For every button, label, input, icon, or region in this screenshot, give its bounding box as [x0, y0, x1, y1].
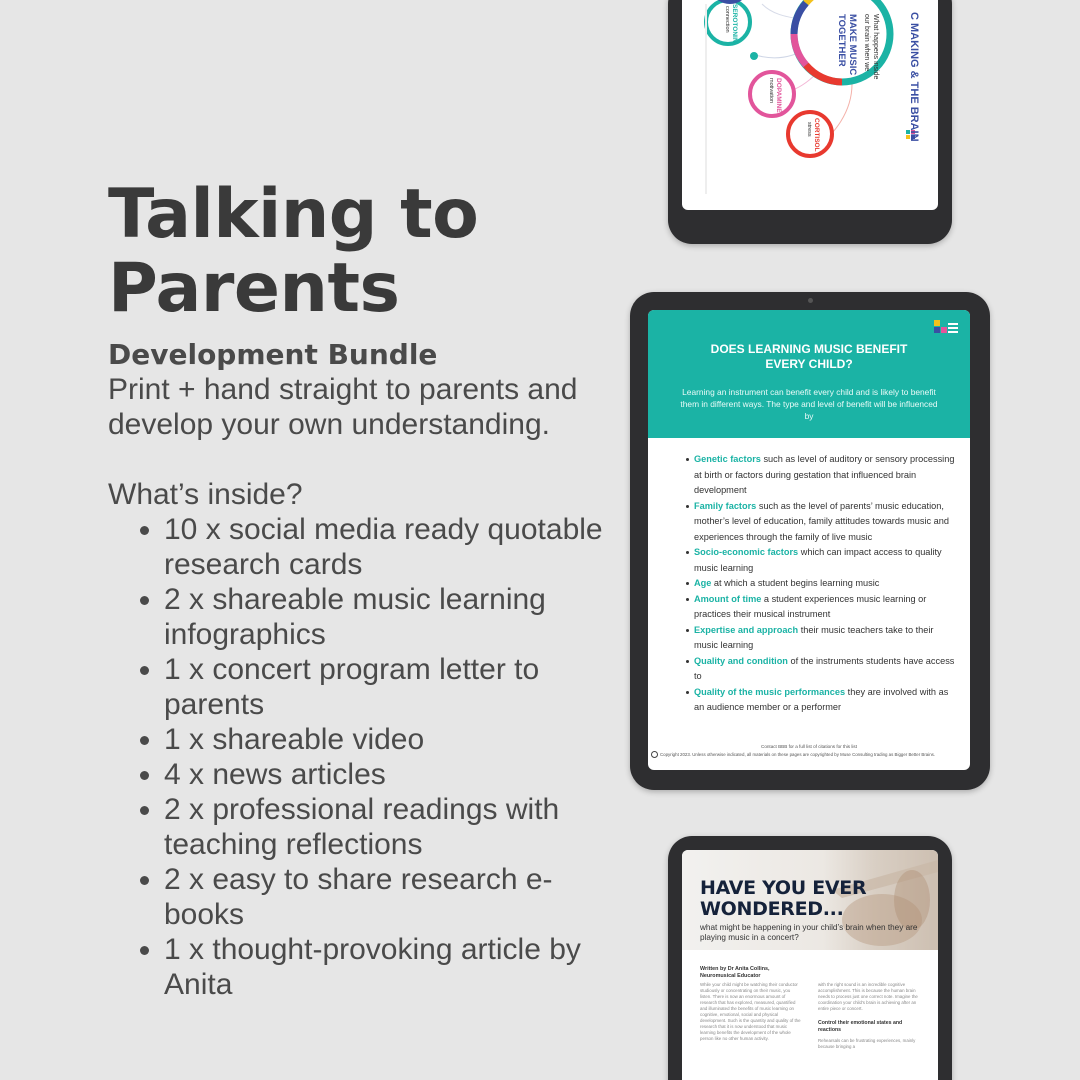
list-item: 10 x social media ready quotable research cards	[140, 512, 630, 582]
list-item	[686, 592, 958, 623]
factor-highlight: Quality of the music performances	[694, 686, 846, 697]
factor-highlight: Genetic factors	[694, 454, 761, 464]
cortisol-sub: stress	[806, 122, 812, 137]
bundle-subtitle: Development Bundle	[108, 338, 438, 371]
sheet-title-line-1: DOES LEARNING MUSIC BENEFIT	[710, 342, 908, 356]
article-title-line-2: WONDERED...	[700, 898, 844, 920]
factor-text: their music teachers take to their music learning	[694, 624, 934, 650]
list-item: 2 x shareable music learning infographics	[140, 582, 630, 652]
dopamine-label: DOPAMINE	[775, 78, 782, 113]
list-item	[686, 452, 958, 499]
article-column-left: While your child might be watching their conductor studiously or concentrating on their music, you listen. There is now an enormous amount of research that has explored, measured, quantified and illuminated the benefits of music learning on cognitive, emotional, social and physical development. Such is the quantity and quality of the research that it is now understood that music learning benefits the development of the whole person like no other human activity.	[700, 982, 801, 1041]
list-item	[686, 545, 958, 576]
copyright-icon	[651, 751, 658, 758]
factor-text: at which a student begins learning music	[711, 578, 880, 588]
factor-highlight: Family factors	[694, 500, 757, 511]
copyright-note: Copyright 2023. Unless otherwise indicated, all materials on these pages are copyrighted by Muse Consulting trading as Bigger Better Brains.	[660, 752, 936, 757]
page-title	[108, 175, 648, 328]
sheet-intro: Learning an instrument can benefit every child and is likely to benefit them in different ways. The type and level of benefit will be influenced by	[680, 387, 938, 421]
sheet-title	[648, 342, 970, 372]
citation-note: Contact BBB for a full list of citations for this list	[761, 744, 857, 749]
article-subtitle: what might be happening in your child’s brain when they are playing music in a concert?	[700, 923, 918, 942]
list-item	[686, 685, 958, 716]
factor-text: such as the level of parents’ music education, mother’s level of education, family attitudes towards music and experiences through the family of live music	[694, 500, 949, 542]
article-title	[700, 878, 866, 920]
article-title-line-1: HAVE YOU EVER	[700, 877, 867, 899]
serotonin-sub: connection	[724, 6, 730, 33]
article-author	[700, 966, 769, 980]
list-item: 1 x shareable video	[140, 722, 630, 757]
brand-logo-icon	[934, 320, 958, 338]
list-item	[686, 623, 958, 654]
whats-inside-label: What’s inside?	[108, 478, 303, 511]
bundle-description: Print + hand straight to parents and develop your own understanding.	[108, 373, 578, 441]
list-item: 2 x professional readings with teaching reflections	[140, 792, 630, 862]
list-item	[686, 654, 958, 685]
tablet-benefit-sheet	[630, 292, 990, 790]
factor-text: such as level of auditory or sensory processing at birth or factors during gestation that influenced brain development	[694, 454, 955, 495]
factor-highlight: Expertise and approach	[694, 624, 799, 635]
benefit-screen	[648, 310, 970, 770]
factor-highlight: Quality and condition	[694, 655, 788, 666]
factors-list	[686, 452, 958, 716]
camera-dot	[808, 298, 813, 303]
tablet-article	[668, 836, 952, 1080]
factor-text: a student experiences music learning or practices their musical instrument	[694, 593, 927, 619]
contents-list	[140, 512, 648, 1002]
cortisol-label: CORTISOL	[813, 118, 820, 152]
article-screen	[682, 850, 938, 1080]
sheet-title-line-2: EVERY CHILD?	[765, 357, 853, 371]
author-line-1: Written by Dr Anita Collins,	[700, 966, 770, 972]
factor-highlight: Age	[694, 578, 712, 588]
article-column-right	[818, 982, 920, 1050]
list-item	[686, 499, 958, 546]
factor-highlight: Socio-economic factors	[694, 547, 799, 557]
list-item: 1 x concert program letter to parents	[140, 652, 630, 722]
list-item: 2 x easy to share research e-books	[140, 862, 630, 932]
factor-text: which can impact access to quality music learning	[694, 547, 942, 573]
infographic-title: C MAKING & THE BRAIN	[908, 12, 920, 142]
brain-infographic	[682, 0, 938, 210]
serotonin-label: SEROTONIN	[731, 4, 738, 43]
title-line-2: Parents	[108, 249, 400, 328]
article-column-right-heading: Control their emotional states and reactions	[818, 1020, 903, 1033]
article-column-right-after: Rehearsals can be frustrating experiences, mainly because bringing a	[818, 1038, 916, 1049]
promo-text-column	[108, 175, 648, 1002]
list-item	[686, 576, 958, 592]
article-column-right-text: with the right sound is an incredible cognitive accomplishment. This is because the human brain needs to process just one correct note. Imagine the coordination your child's brain is achieving after an entire piece or concert.	[818, 982, 918, 1011]
infographic-center-small: What happens inside our brain when we	[863, 14, 879, 80]
infographic-center-big: MAKE MUSIC TOGETHER	[836, 14, 858, 76]
factor-text: they are involved with as an audience member or a performer	[694, 686, 949, 712]
title-line-1: Talking to	[108, 175, 479, 254]
factor-text: of the instruments students have access to	[694, 655, 955, 681]
dopamine-sub: motivation	[768, 78, 774, 104]
tablet-infographic	[668, 0, 952, 244]
author-line-2: Neuromusical Educator	[700, 973, 761, 979]
factor-highlight: Amount of time	[694, 593, 762, 604]
infographic-screen	[682, 0, 938, 210]
list-item: 1 x thought-provoking article by Anita	[140, 932, 630, 1002]
list-item: 4 x news articles	[140, 757, 630, 792]
